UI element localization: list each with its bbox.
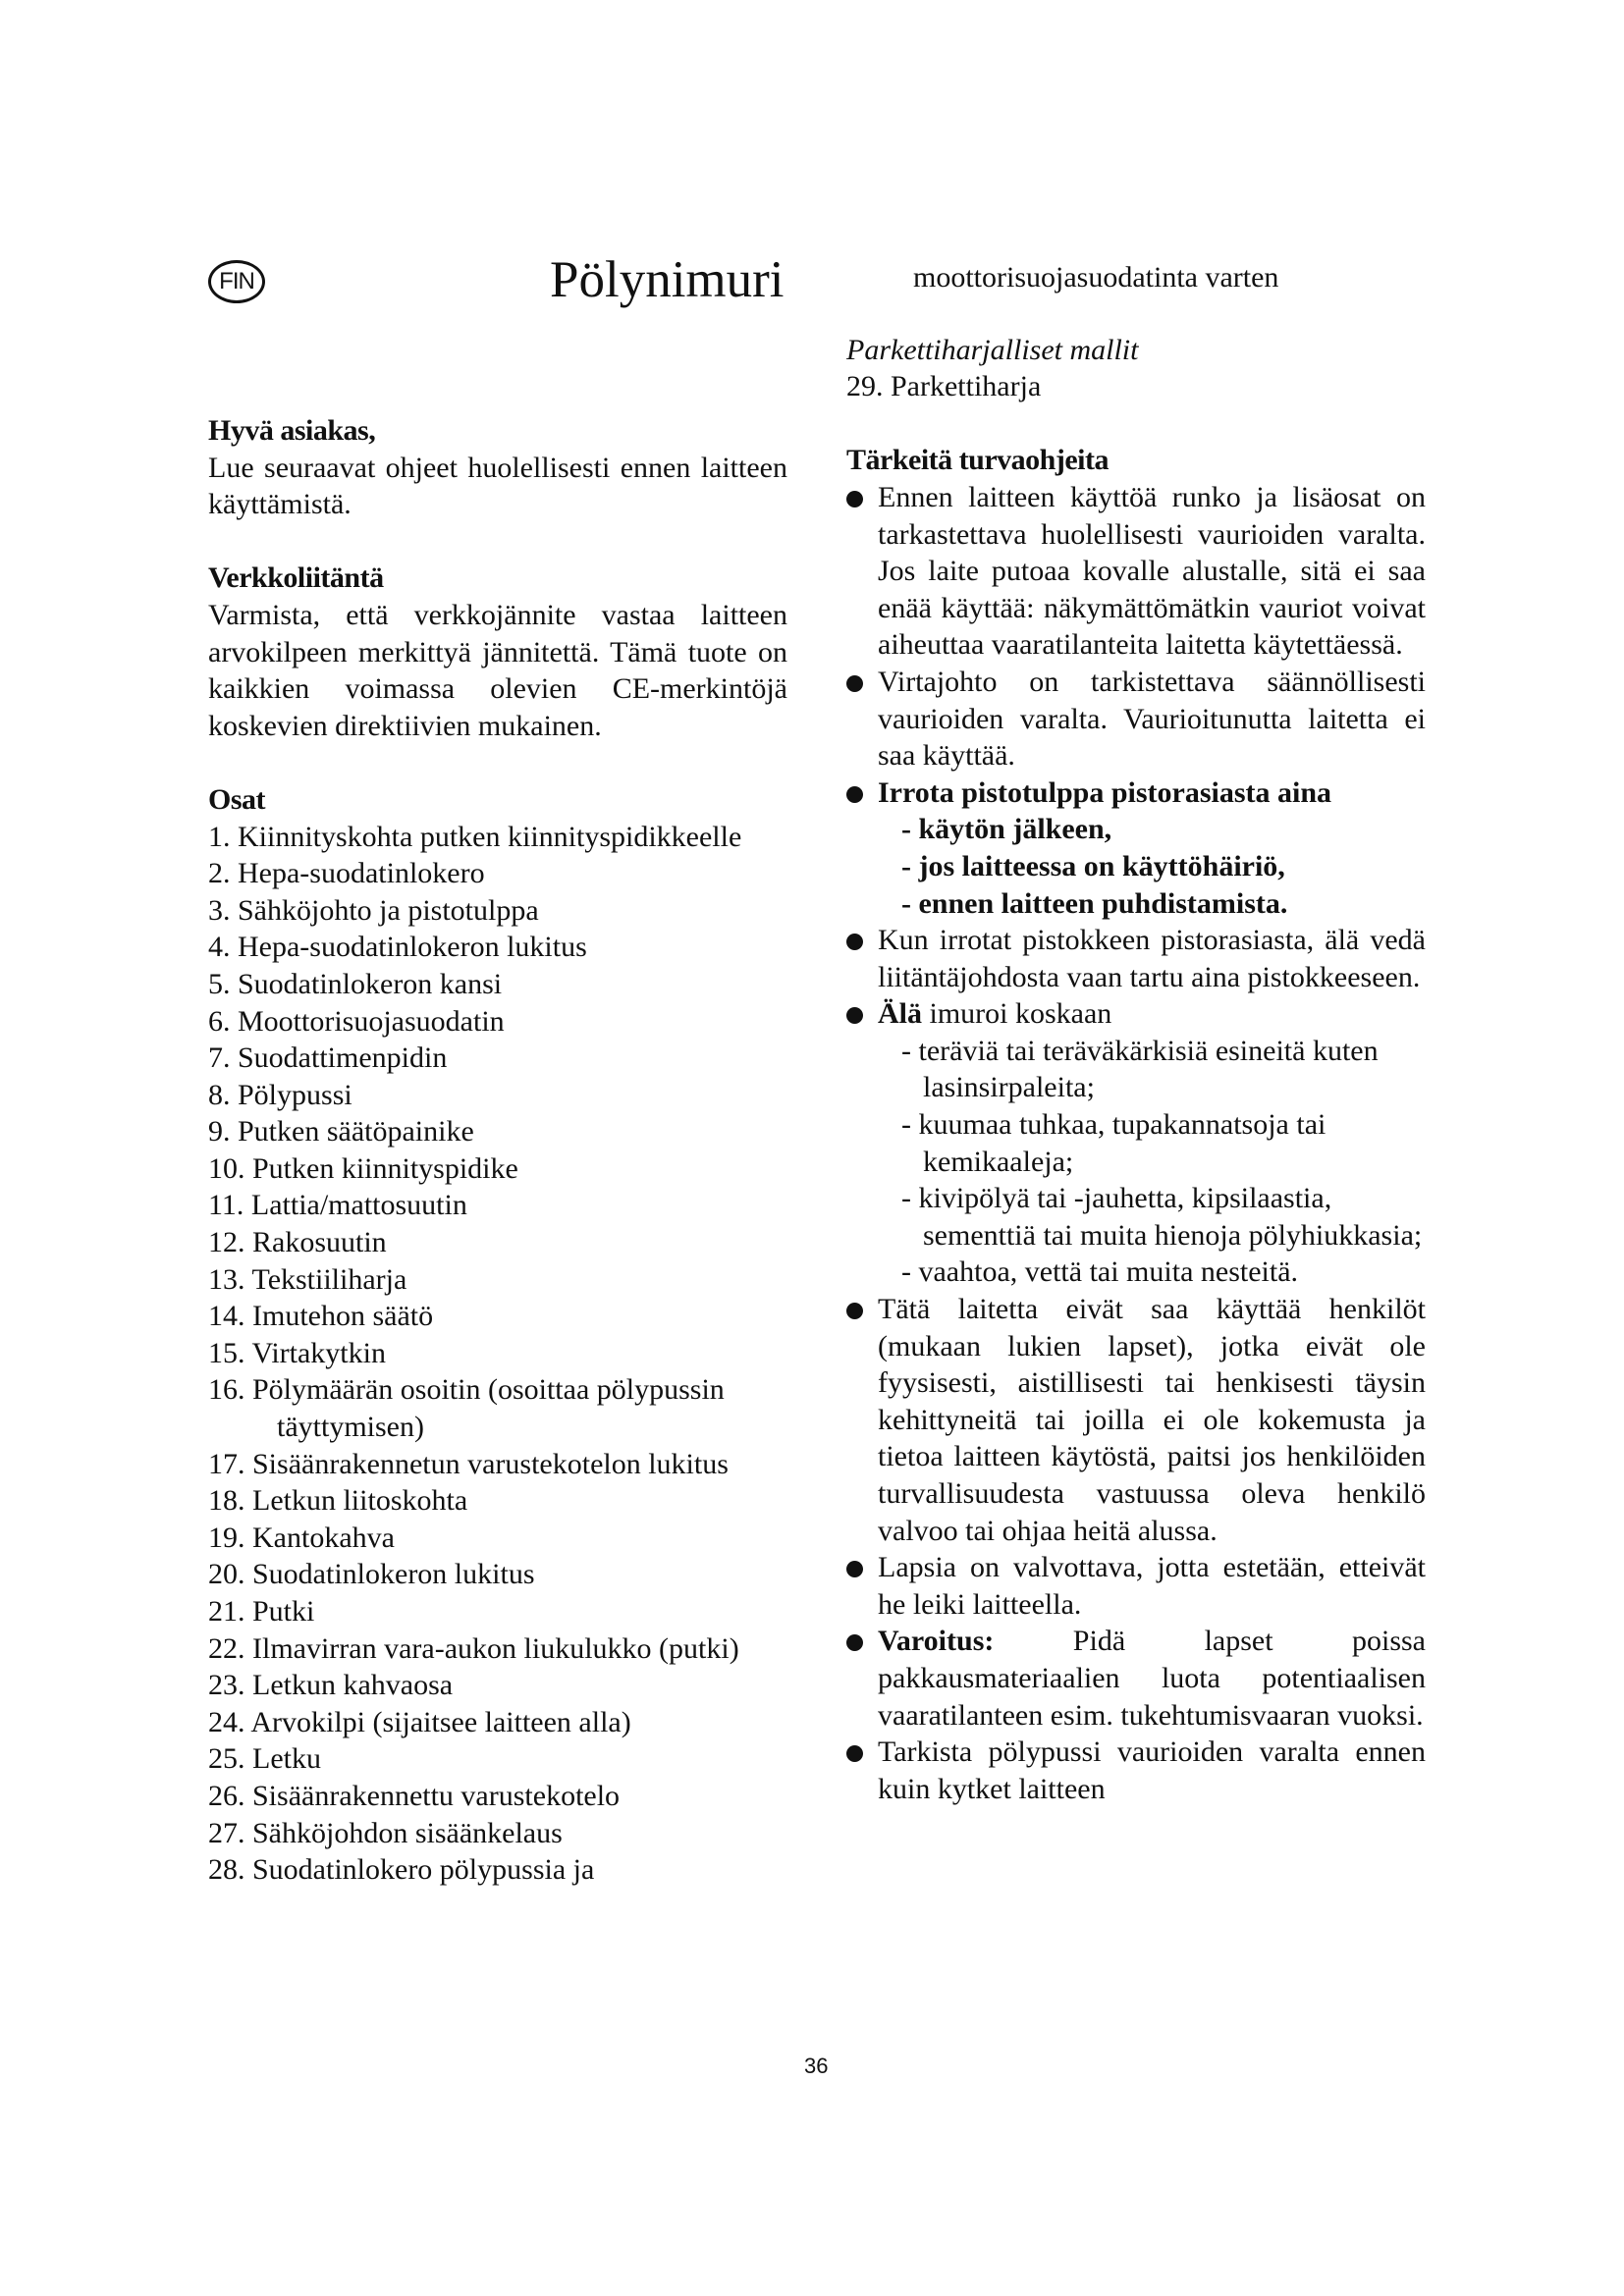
sub-item: - jos laitteessa on käyttöhäiriö, [901, 849, 1285, 882]
safety-text-block [878, 1623, 1426, 1734]
list-item: 22. Ilmavirran vara-aukon liukulukko (putki) [208, 1631, 739, 1665]
sub-item: - ennen laitteen puhdistamista. [901, 886, 1288, 920]
page-number: 36 [804, 2054, 829, 2078]
list-item: 14. Imutehon säätö [208, 1300, 434, 1333]
list-item: 3. Sähköjohto ja pistotulppa [208, 893, 539, 927]
safety-text: Pidä lapset poissa pakkausmateriaalien luota potentiaalisen vaaratilanteen esim. tukehtumisvaaran vuoksi. [878, 1625, 1426, 1732]
parts-heading: Osat [208, 782, 265, 816]
safety-text: Kun irrotat pistokkeen pistorasiasta, älä vedä liitäntäjohdosta vaan tartu aina pistokkeeseen. [878, 924, 1426, 993]
bullet-icon [846, 786, 863, 803]
list-item: 11. Lattia/mattosuutin [208, 1189, 467, 1222]
safety-text: imuroi koskaan [922, 997, 1112, 1031]
connection-text: Varmista, että verkkojännite vastaa laitteen arvokilpeen merkittyä jännitettä. Tämä tuote on kaikkien voimassa olevien CE-merkintöjä koskevien direktiivien mukainen. [208, 598, 787, 742]
list-item: 25. Letku [208, 1742, 321, 1776]
safety-item [846, 1734, 1426, 1807]
bullet-icon [846, 491, 863, 507]
warning-label: Varoitus: [878, 1625, 995, 1658]
parquet-heading: Parkettiharjalliset mallit [846, 333, 1139, 366]
country-code-badge: FIN [208, 260, 265, 303]
list-item: 28. Suodatinlokero pölypussia ja [208, 1853, 595, 1887]
safety-item [846, 1549, 1426, 1623]
sub-item: - teräviä tai teräväkärkisiä esineitä kuten lasinsirpaleita; [901, 1034, 1379, 1104]
safety-item [846, 922, 1426, 995]
list-item: 24. Arvokilpi (sijaitsee laitteen alla) [208, 1705, 631, 1738]
sub-list [878, 811, 1426, 922]
safety-item [846, 479, 1426, 664]
safety-text: Lapsia on valvottava, jotta estetään, etteivät he leiki laitteella. [878, 1551, 1426, 1621]
safety-text: Tarkista pölypussi vaurioiden varalta ennen kuin kytket laitteen [878, 1735, 1426, 1805]
list-item: 26. Sisäänrakennettu varustekotelo [208, 1779, 621, 1812]
bullet-icon [846, 1007, 863, 1024]
bullet-icon [846, 1745, 863, 1762]
list-item: 10. Putken kiinnityspidike [208, 1151, 518, 1185]
list-item: 4. Hepa-suodatinlokeron lukitus [208, 931, 587, 964]
bullet-icon [846, 1303, 863, 1319]
list-item: 15. Virtakytkin [208, 1336, 386, 1369]
greeting-heading: Hyvä asiakas, [208, 414, 376, 447]
left-column [208, 412, 787, 1889]
safety-heading: Tärkeitä turvaohjeita [846, 444, 1109, 477]
safety-emphasis: Älä [878, 997, 922, 1031]
list-item: 7. Suodattimenpidin [208, 1041, 448, 1075]
list-item: 19. Kantokahva [208, 1521, 395, 1554]
list-item: 5. Suodatinlokeron kansi [208, 967, 503, 1000]
list-item: 23. Letkun kahvaosa [208, 1669, 454, 1702]
list-item: 2. Hepa-suodatinlokero [208, 857, 485, 890]
list-item: 1. Kiinnityskohta putken kiinnityspidikkeelle [208, 820, 742, 853]
safety-item [846, 1291, 1426, 1549]
list-item: 17. Sisäänrakennetun varustekotelon lukitus [208, 1447, 729, 1480]
safety-item [846, 995, 1426, 1291]
list-item: 8. Pölypussi [208, 1078, 352, 1111]
bullet-icon [846, 675, 863, 692]
page-title: Pölynimuri [550, 251, 785, 308]
greeting-text: Lue seuraavat ohjeet huolellisesti ennen laitteen käyttämistä. [208, 451, 787, 521]
connection-heading: Verkkoliitäntä [208, 561, 384, 595]
safety-text: Virtajohto on tarkistettava säännöllisesti vaurioiden varalta. Vaurioitunutta laitetta ei saa käyttää. [878, 665, 1426, 773]
parquet-item: 29. Parkettiharja [846, 370, 1042, 403]
bullet-icon [846, 934, 863, 950]
sub-item: - käytön jälkeen, [901, 813, 1112, 846]
safety-list [846, 479, 1426, 1807]
bullet-icon [846, 1561, 863, 1577]
sub-item: - kuumaa tuhkaa, tupakannatsoja tai kemikaaleja; [901, 1108, 1326, 1178]
right-column [846, 259, 1426, 1807]
safety-item [846, 774, 1426, 922]
list-item: 13. Tekstiiliharja [208, 1262, 407, 1296]
list-item: 27. Sähköjohdon sisäänkelaus [208, 1816, 563, 1849]
list-item: 18. Letkun liitoskohta [208, 1484, 468, 1518]
safety-text: Irrota pistotulppa pistorasiasta aina [878, 775, 1332, 809]
safety-item [846, 664, 1426, 774]
list-item: 12. Rakosuutin [208, 1226, 387, 1259]
safety-item [846, 1623, 1426, 1734]
safety-text: Tätä laitetta eivät saa käyttää henkilöt (mukaan lukien lapset), jotka eivät ole fyysisesti, aistillisesti tai henkisesti täysin kehittyneitä tai joilla ei ole kokemusta ja tietoa laitteen käytöstä, paitsi jos henkilöiden turvallisuudesta vastuussa oleva henkilö valvoo tai ohjaa heitä alussa. [878, 1293, 1426, 1547]
parts-continuation: moottorisuojasuodatinta varten [913, 261, 1279, 294]
safety-text: Ennen laitteen käyttöä runko ja lisäosat on tarkastettava huolellisesti vaurioiden varalta. Jos laite putoaa kovalle alustalle, sitä ei saa enää käyttää: näkymättömätkin vauriot voivat aiheuttaa vaaratilanteita laitetta käytettäessä. [878, 480, 1426, 662]
list-item: 20. Suodatinlokeron lukitus [208, 1558, 535, 1591]
parts-list [208, 819, 787, 1889]
list-item: 21. Putki [208, 1595, 315, 1628]
sub-item: - vaahtoa, vettä tai muita nesteitä. [901, 1255, 1299, 1289]
bullet-icon [846, 1634, 863, 1651]
sub-item: - kivipölyä tai -jauhetta, kipsilaastia, sementtiä tai muita hienoja pölyhiukkasia; [901, 1182, 1423, 1252]
list-item: 9. Putken säätöpainike [208, 1115, 474, 1148]
list-item: 16. Pölymäärän osoitin (osoittaa pölypussin täyttymisen) [208, 1373, 725, 1444]
sub-list [878, 1033, 1426, 1291]
list-item: 6. Moottorisuojasuodatin [208, 1004, 505, 1038]
